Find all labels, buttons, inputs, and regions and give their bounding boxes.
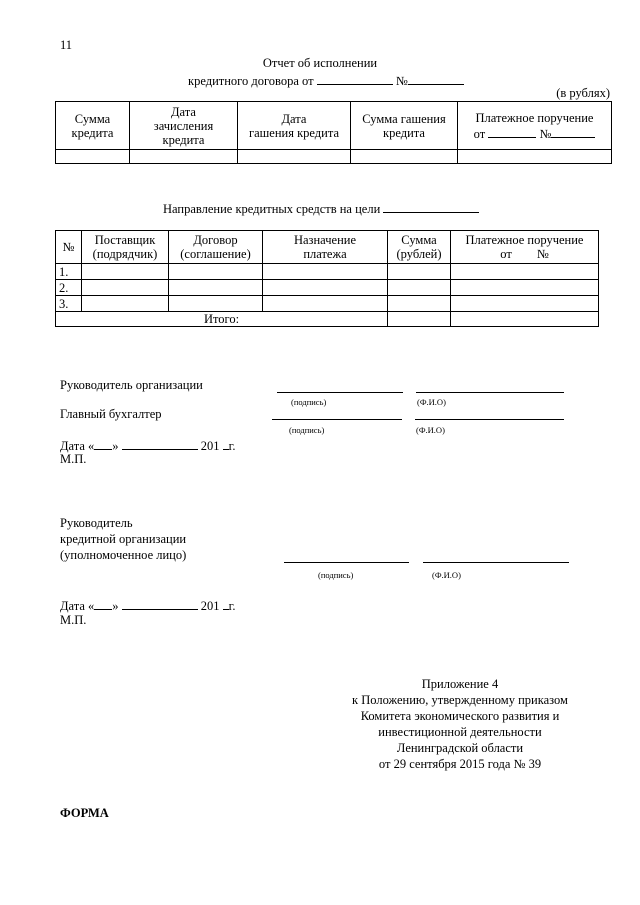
payment-order-2-label: Платежное поручение: [465, 233, 584, 247]
payment-order-label: Платежное поручение: [475, 110, 594, 125]
cell-repay-date[interactable]: [238, 150, 351, 164]
cell-repay-sum[interactable]: [351, 150, 458, 164]
cell-purpose[interactable]: [263, 264, 388, 280]
header-credit-date: Дата зачисления кредита: [130, 102, 238, 150]
credit-name-caption: (Ф.И.О): [432, 570, 461, 580]
credit-signature-line[interactable]: [284, 562, 409, 563]
sub-no-blank: [551, 125, 595, 138]
appendix-line-6: от 29 сентября 2015 года № 39: [378, 757, 542, 771]
form-label: ФОРМА: [60, 806, 109, 820]
date-mid: »: [112, 599, 119, 613]
chief-accountant-label: Главный бухгалтер: [60, 407, 162, 421]
credit-table: [55, 101, 612, 164]
appendix-line-1: Приложение 4: [421, 677, 499, 691]
head-of-org-label: Руководитель организации: [60, 378, 203, 392]
sub-from-blank: [488, 125, 536, 138]
header-no: №: [56, 231, 82, 264]
credit-head-line2: кредитной организации: [60, 532, 187, 546]
header-contract: Договор (соглашение): [169, 231, 263, 264]
purpose-label: Направление кредитных средств на цели: [163, 202, 381, 216]
appendix-line-5: Ленинградской области: [396, 741, 524, 755]
header-sum: Сумма (рублей): [388, 231, 451, 264]
appendix-line-2: к Положению, утвержденному приказом: [352, 693, 568, 707]
date-year: 201: [200, 439, 220, 453]
cell-payment-order[interactable]: [458, 150, 612, 164]
cell-credit-date[interactable]: [130, 150, 238, 164]
date-month-field[interactable]: [122, 437, 198, 450]
sub-from-2: от: [500, 247, 512, 261]
units-note: (в рублях): [556, 86, 610, 100]
cell-supplier[interactable]: [82, 264, 169, 280]
contract-number-field[interactable]: [408, 72, 464, 85]
cell-contract[interactable]: [169, 264, 263, 280]
subtitle-prefix: кредитного договора от: [188, 74, 314, 88]
head-name-caption: (Ф.И.О): [417, 397, 446, 407]
total-label: Итого:: [56, 312, 388, 327]
report-title: Отчет об исполнении: [262, 56, 378, 70]
header-payment-order-2: [451, 231, 599, 264]
cell-sum[interactable]: [388, 280, 451, 296]
cell-contract[interactable]: [169, 296, 263, 312]
sub-no-2: №: [536, 247, 549, 261]
purpose-field[interactable]: [383, 200, 479, 213]
payment-order-2-sub: [451, 247, 598, 261]
cell-payment[interactable]: [451, 264, 599, 280]
accountant-signature-caption: (подпись): [289, 425, 325, 435]
cell-contract[interactable]: [169, 280, 263, 296]
accountant-name-line[interactable]: [415, 419, 564, 420]
credit-head-line3: (уполномоченное лицо): [60, 548, 187, 562]
cell-payment[interactable]: [451, 296, 599, 312]
cell-sum[interactable]: [388, 264, 451, 280]
cell-credit-sum[interactable]: [56, 150, 130, 164]
date-day-field[interactable]: [94, 597, 112, 610]
contract-date-field[interactable]: [317, 72, 393, 85]
page-number: 11: [60, 38, 73, 52]
date-prefix: Дата «: [60, 439, 95, 453]
cell-purpose[interactable]: [263, 280, 388, 296]
report-subtitle: [188, 72, 464, 89]
cell-sum[interactable]: [388, 296, 451, 312]
subtitle-no: №: [395, 74, 408, 88]
accountant-name-caption: (Ф.И.О): [416, 425, 445, 435]
credit-name-line[interactable]: [423, 562, 569, 563]
header-purpose: Назначение платежа: [263, 231, 388, 264]
date-line-2: [60, 597, 236, 614]
date-day-field[interactable]: [94, 437, 112, 450]
credit-signature-caption: (подпись): [318, 570, 354, 580]
header-credit-sum: Сумма кредита: [56, 102, 130, 150]
date-prefix: Дата «: [60, 599, 95, 613]
date-month-field[interactable]: [122, 597, 198, 610]
header-repay-sum: Сумма гашения кредита: [351, 102, 458, 150]
appendix-line-3: Комитета экономического развития и: [360, 709, 560, 723]
date-suffix: г.: [228, 599, 236, 613]
stamp-label-2: М.П.: [60, 613, 87, 627]
row-number: 1.: [56, 264, 82, 280]
date-year: 201: [200, 599, 220, 613]
header-supplier: Поставщик (подрядчик): [82, 231, 169, 264]
cell-payment[interactable]: [451, 280, 599, 296]
cell-supplier[interactable]: [82, 296, 169, 312]
accountant-signature-line[interactable]: [272, 419, 402, 420]
sub-from: от: [473, 126, 486, 141]
purpose-line: [163, 200, 479, 217]
payment-order-sub: [458, 125, 611, 141]
header-payment-order: [458, 102, 612, 150]
credit-head-line1: Руководитель: [60, 516, 133, 530]
head-name-line[interactable]: [416, 392, 564, 393]
row-number: 3.: [56, 296, 82, 312]
appendix-line-4: инвестиционной деятельности: [378, 725, 542, 739]
date-suffix: г.: [228, 439, 236, 453]
row-number: 2.: [56, 280, 82, 296]
header-repay-date: Дата гашения кредита: [238, 102, 351, 150]
purpose-table: [55, 230, 599, 327]
date-mid: »: [112, 439, 119, 453]
head-signature-line[interactable]: [277, 392, 403, 393]
head-signature-caption: (подпись): [291, 397, 327, 407]
cell-total-sum[interactable]: [388, 312, 451, 327]
cell-purpose[interactable]: [263, 296, 388, 312]
cell-supplier[interactable]: [82, 280, 169, 296]
sub-no: №: [539, 126, 552, 141]
stamp-label-1: М.П.: [60, 452, 87, 466]
cell-total-payment[interactable]: [451, 312, 599, 327]
